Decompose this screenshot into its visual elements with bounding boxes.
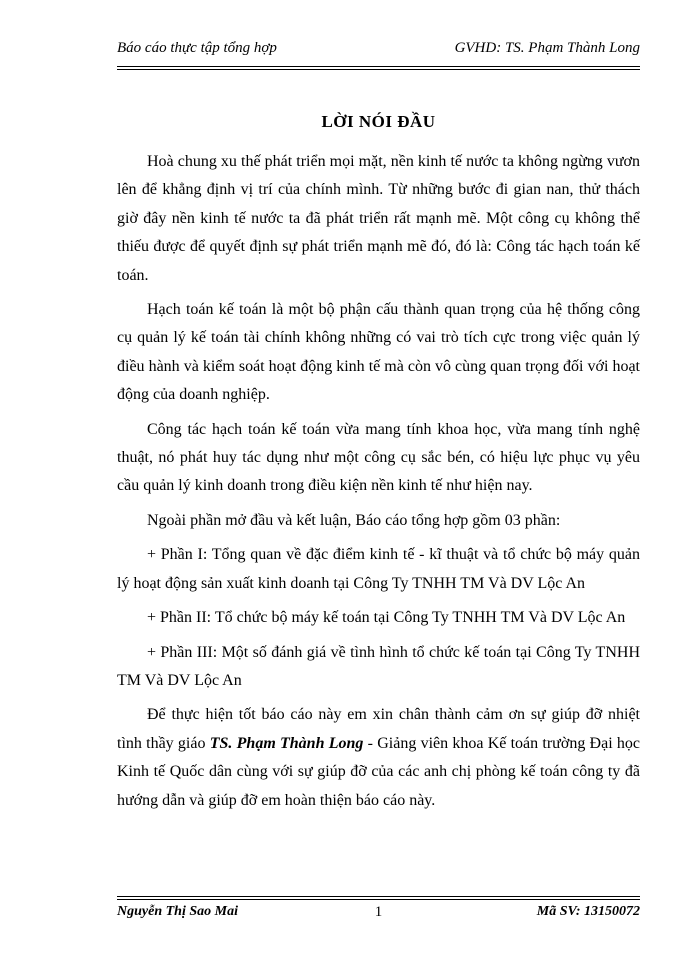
page-number: 1 (374, 904, 383, 920)
page-header (117, 40, 640, 62)
header-rule (117, 66, 640, 67)
thanks-text-after: - Giảng viên khoa Kế toán trường Đại học Kinh tế Quốc dân cùng với sự giúp đỡ của các anh chị phòng kế toán công ty đã hướng dẫn và giúp đỡ em hoàn thiện báo cáo này. (117, 734, 641, 809)
paragraph-thanks (117, 701, 640, 815)
footer-rule-secondary (117, 899, 640, 900)
paragraph-intro: Hoà chung xu thế phát triển mọi mặt, nền kinh tế nước ta không ngừng vươn lên để khẳng định vị trí của chính mình. Từ những bước đi gian nan, thử thách giờ đây nền kinh tế nước ta đã phát triển rất mạnh mẽ. Một công cụ không thể thiếu được để quyết định sự phát triển mạnh mẽ đó, đó là: Công tác hạch toán kế toán. (117, 153, 640, 284)
page-title: LỜI NÓI ĐẦU (321, 112, 436, 131)
footer-student-id: Mã SV: 13150072 (536, 904, 640, 919)
paragraph-part-1: + Phần I: Tổng quan về đặc điểm kinh tế - kĩ thuật và tổ chức bộ máy quản lý hoạt động sản xuất kinh doanh tại Công Ty TNHH TM Và DV Lộc An (117, 546, 640, 592)
thanks-text-before: Để thực hiện tốt báo cáo này em xin chân thành cảm ơn sự giúp đỡ nhiệt tình thầy giáo (117, 706, 640, 752)
advisor-name: TS. Phạm Thành Long (209, 734, 364, 752)
paragraph-structure: Ngoài phần mở đầu và kết luận, Báo cáo tổng hợp gồm 03 phần: (147, 511, 561, 529)
page-footer (117, 904, 640, 926)
paragraph-part-3: + Phần III: Một số đánh giá về tình hình tổ chức kế toán tại Công Ty TNHH TM Và DV Lộc An (117, 643, 640, 689)
footer-rule (117, 896, 640, 897)
paragraph-accounting-nature: Công tác hạch toán kế toán vừa mang tính khoa học, vừa mang tính nghệ thuật, nó phát huy tác dụng như một công cụ sắc bén, có hiệu lực phục vụ yêu cầu quản lý kinh doanh trong điều kiện nền kinh tế như hiện nay. (117, 420, 640, 495)
header-advisor: GVHD: TS. Phạm Thành Long (454, 40, 640, 56)
body-text (117, 148, 640, 815)
header-report-title: Báo cáo thực tập tổng hợp (117, 40, 277, 56)
paragraph-part-2: + Phần II: Tổ chức bộ máy kế toán tại Công Ty TNHH TM Và DV Lộc An (147, 609, 626, 627)
header-rule-secondary (117, 69, 640, 70)
footer-student-name: Nguyễn Thị Sao Mai (117, 904, 238, 919)
paragraph-accounting-role: Hạch toán kế toán là một bộ phận cấu thành quan trọng của hệ thống công cụ quản lý kế toán tài chính không những có vai trò tích cực trong việc quản lý điều hành và kiểm soát hoạt động kinh tế mà còn vô cùng quan trọng đối với hoạt động của doanh nghiệp. (117, 301, 640, 404)
